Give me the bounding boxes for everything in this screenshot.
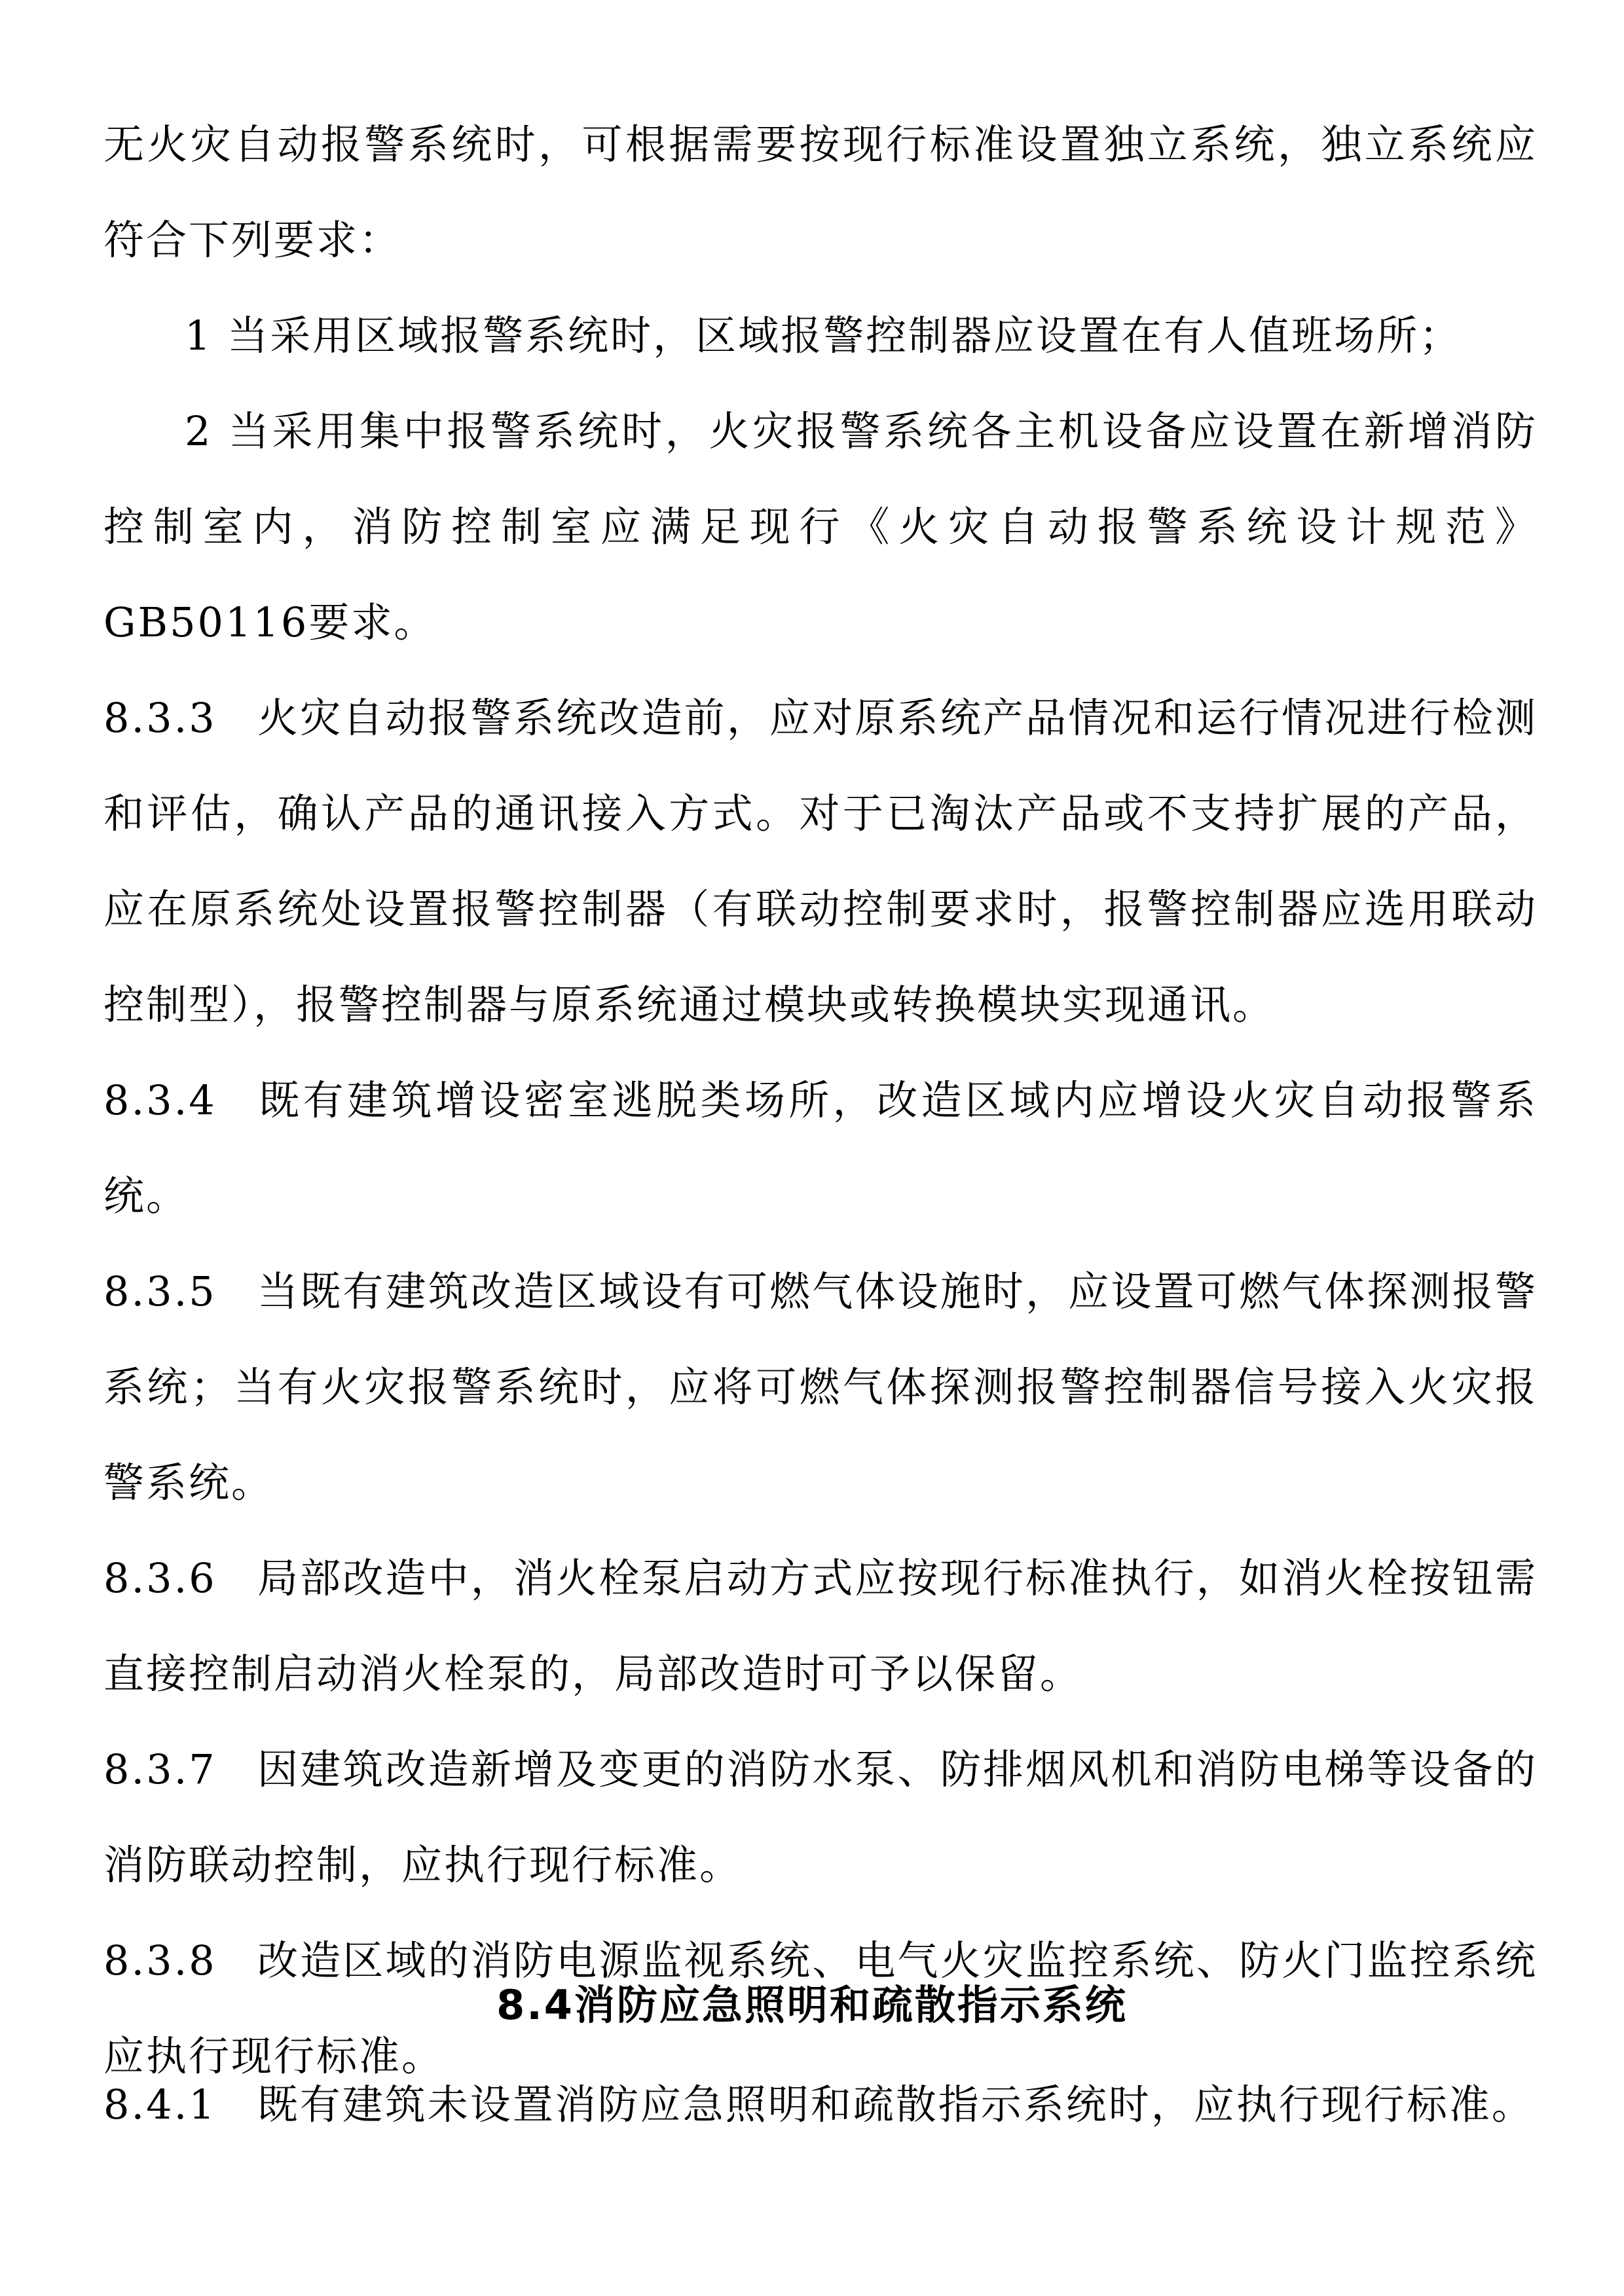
intro-paragraph: 无火灾自动报警系统时，可根据需要按现行标准设置独立系统，独立系统应符合下列要求： xyxy=(103,120,1538,264)
clause-8-3-7 xyxy=(103,1722,1538,1913)
clause-number: 8.3.3 xyxy=(103,694,217,742)
document-body xyxy=(103,97,1538,2104)
clause-number: 8.3.6 xyxy=(103,1554,217,1602)
clause-number: 8.3.7 xyxy=(103,1745,217,1793)
clause-number: 8.4.1 xyxy=(103,2081,217,2128)
clause-8-3-3 xyxy=(103,670,1538,1053)
clause-text: 既有建筑未设置消防应急照明和疏散指示系统时，应执行现行标准。 xyxy=(257,2081,1534,2128)
clause-text: 局部改造中，消火栓泵启动方式应按现行标准执行，如消火栓按钮需直接控制启动消火栓泵的，局部改造时可予以保留。 xyxy=(103,1554,1538,1698)
clause-8-3-6 xyxy=(103,1531,1538,1722)
clause-text: 火灾自动报警系统改造前，应对原系统产品情况和运行情况进行检测和评估，确认产品的通讯接入方式。对于已淘汰产品或不支持扩展的产品，应在原系统处设置报警控制器（有联动控制要求时，报警控制器应选用联动控制型），报警控制器与原系统通过模块或转换模块实现通讯。 xyxy=(103,694,1538,1029)
clause-text: 改造区域的消防电源监视系统、电气火灾监控系统、防火门监控系统应执行现行标准。 xyxy=(103,1937,1538,2080)
list-item: 2 当采用集中报警系统时，火灾报警系统各主机设备应设置在新增消防控制室内，消防控制室应满足现行《火灾自动报警系统设计规范》GB50116要求。 xyxy=(103,407,1538,646)
clause-number: 8.3.5 xyxy=(103,1267,217,1315)
clause-8-4-1 xyxy=(103,2057,1538,2153)
section-heading: 8.4消防应急照明和疏散指示系统 xyxy=(496,1981,1128,2029)
clause-text: 因建筑改造新增及变更的消防水泵、防排烟风机和消防电梯等设备的消防联动控制，应执行现行标准。 xyxy=(103,1745,1538,1889)
list-item: 1 当采用区域报警系统时，区域报警控制器应设置在有人值班场所； xyxy=(185,312,1462,359)
clause-8-3-5 xyxy=(103,1244,1538,1531)
clause-text: 当既有建筑改造区域设有可燃气体设施时，应设置可燃气体探测报警系统；当有火灾报警系统时，应将可燃气体探测报警控制器信号接入火灾报警系统。 xyxy=(103,1267,1538,1506)
clause-8-3-4 xyxy=(103,1053,1538,1244)
clause-text: 既有建筑增设密室逃脱类场所，改造区域内应增设火灾自动报警系统。 xyxy=(103,1076,1538,1220)
clause-number: 8.3.8 xyxy=(103,1937,217,1984)
clause-number: 8.3.4 xyxy=(103,1076,217,1124)
